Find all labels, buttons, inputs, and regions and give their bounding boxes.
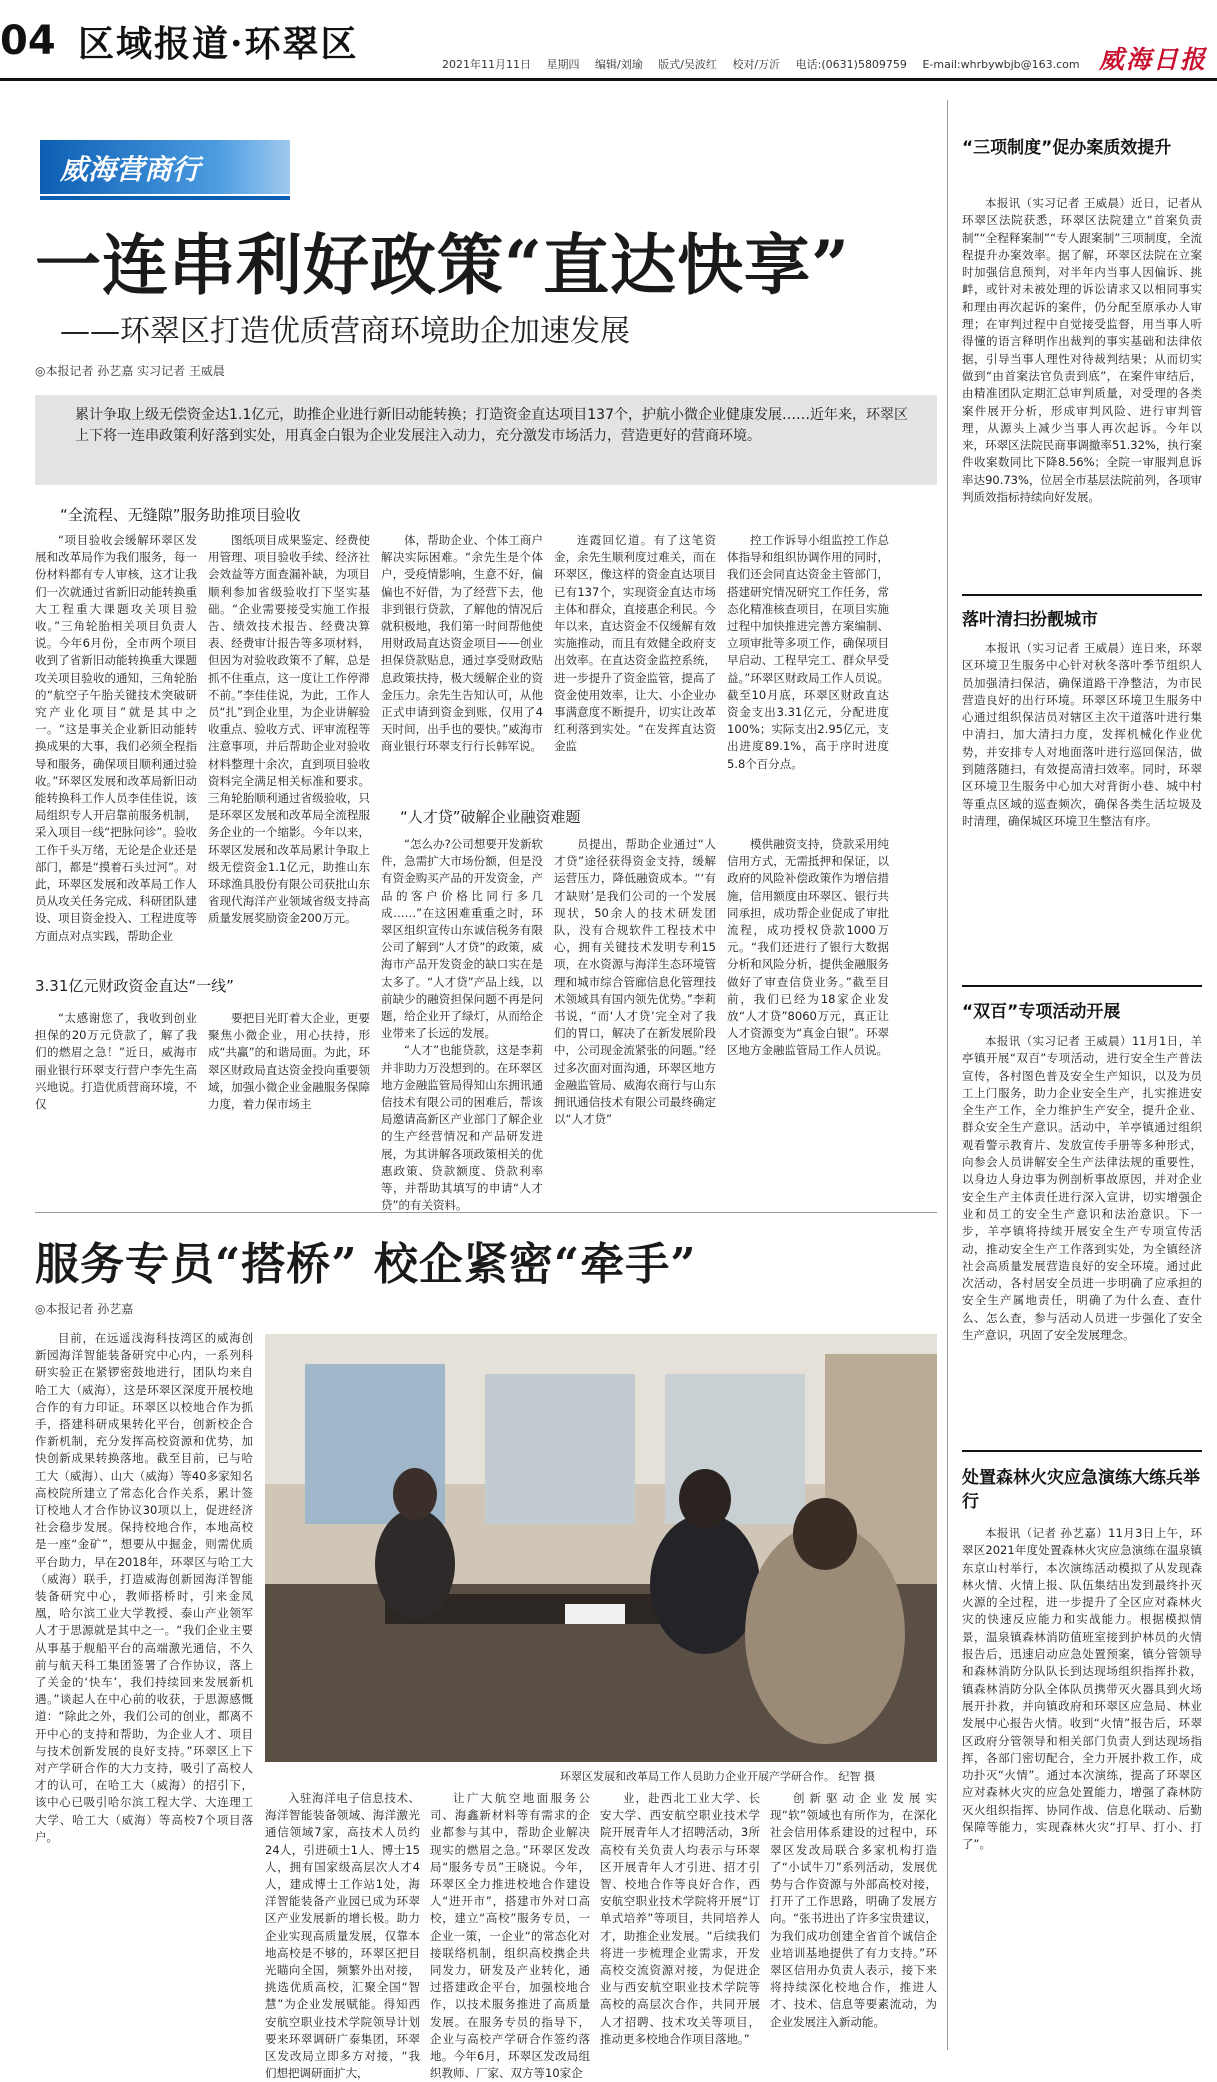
article1-col4a — [727, 532, 889, 792]
sidebar-story4-text: 本报讯（记者 孙艺嘉）11月3日上午，环翠区2021年度处置森林火灾应急演练在温泉镇东京山村举行，本次演练活动模拟了从发现森林火情、火情上报、队伍集结出发到最终扑灭火源的全过程，进一步提升了全区应对森林火灾的快速反应能力和实战能力。根据模拟情景，温泉镇森林消防值班室接到护林员的火情报告后，迅速启动应急处置预案，镇分管领导和森林消防分队队长到达现场组织指挥扑救，镇森林消防分队全体队员携带灭火器具到火场展开扑救，并向镇政府和环翠区应急局、林业发展中心报告火情。收到“火情”报告后，环翠区政府分管领导和相关部门负责人到达现场指挥，各部门密切配合，全力开展扑救工作，成功扑灭“火情”。通过本次演练，提高了环翠区应对森林火灾的应急处置能力，增强了森林防灭火组织指挥、协同作战、信息化联动、后勤保障等能力，实现森林火灾“打早、打小、打了”。 — [962, 1526, 1202, 1852]
article2-col3-text: 让广大航空地面服务公司、海鑫新材料等有需求的企业都参与其中，帮助企业解决现实的燃眉之急。”环翠区发改局“服务专员”王晓说。今年，环翠区全力推进校地合作建设人“进开市”，搭建市外对口高校，建立“高校”服务专员，一企业一策，一企业“的常态化对接联络机制，组织高校携企共同发力，研发及产业转化，通过搭建政企平台，加强校地合作，以技术服务推进了高质量发展。在服务专员的指导下，企业与高校产学研合作签约落地。今年6月，环翠区发改局组织教师、厂家、双方等10家企 — [430, 1791, 590, 2081]
masthead — [0, 0, 1217, 82]
article2-col5 — [770, 1790, 937, 2052]
article1-col4a-text: 控工作诉导小组监控工作总体指导和组织协调作用的同时，我们还会同直达资金主管部门，搭建研究情况研究工作任务，常态化精准核查项目，在项目实施过程中加快推进完善方案编制、立项审批等多项工作，确保项目早启动、工程早完工、群众早受益。”环翠区财政局工作人员说。截至10月底，环翠区财政直达资金支出3.31亿元，分配进度100%；实际支出2.95亿元，支出进度89.1%，高于序时进度5.8个百分点。 — [727, 533, 889, 771]
email: E-mail:whrbywbjb@163.com — [922, 58, 1080, 71]
article1-section-head-2: 3.31亿元财政资金直达“一线” — [35, 977, 234, 995]
article2-photo-caption: 环翠区发展和改革局工作人员助力企业开展产学研合作。 纪智 摄 — [560, 1770, 875, 1783]
article1-col4b-text: 模供融资支持，贷款采用纯信用方式，无需抵押和保证，以政府的风险补偿政策作为增信措施，信用额度由环翠区、银行共同承担，成功帮企业促成了审批流程，成功授权贷款1000万元。“我们还进行了银行大数据分析和风险分析，提供金融服务做好了审查信贷业务。”截至目前，我们已经为18家企业发放“人才贷”8060万元，真正让人才资源变为“真金白银”。环翠区地方金融监管局工作人员说。 — [727, 837, 889, 1058]
masthead-rule — [0, 78, 1217, 81]
article1-subhead: ——环翠区打造优质营商环境助企加速发展 — [60, 314, 630, 349]
article2-col1 — [35, 1330, 253, 2050]
article1-col1d-text: 要把目光盯着大企业，更要聚焦小微企业，用心扶持，形成“共赢”的和谐局面。为此，环翠区财政局直达资金投向重要领域，加强小微企业金融服务保障力度，着力保市场主 — [208, 1011, 370, 1112]
sidebar-story1-title: “三项制度”促办案质效提升 — [962, 138, 1172, 158]
article1-col2b — [381, 836, 543, 1213]
article1-col1b-text: 图纸项目成果鉴定、经费使用管理、项目验收手续、经济社会效益等方面查漏补缺，为项目顺利参加省级验收打下坚实基础。“企业需要接受实施工作报告、绩效技术报告、经费决算表、经费审计报告等多项材料，但因为对验收政策不了解，总是抓不住重点，这一度让工作停滞不前。”李佳佳说，为此，工作人员“扎”到企业里，为企业讲解验收重点、验收方式、评审流程等注意事项，并后帮助企业对验收材料整理十余次，直到项目验收资料完全满足相关标准和要求。三角轮胎顺利通过省级验收，只是环翠区发展和改革局全流程服务企业的一个缩影。今年以来，环翠区发展和改革局累计争取上级无偿资金1.1亿元，助推山东环球渔具股份有限公司获批山东省现代海洋产业领域省级支持高质量发展奖励资金200万元。 — [208, 533, 370, 926]
sidebar-story4-title: 处置森林火灾应急演练大练兵举行 — [962, 1468, 1200, 1512]
article1-col1c — [35, 1010, 197, 1204]
article1-col2c-text: “人才”也能贷款，这是李莉并非助力万没想到的。在环翠区地方金融监管局得知山东拥讯通信技术有限公司的困难后，帮该局邀请高新区产业部门了解企业的生产经营情况和产品研发进展，为其讲解各项政策相关的优惠政策、贷款额度、贷款利率等，并帮助其填写的申请“人才贷”的有关资料。 — [381, 1043, 543, 1213]
sidebar-story3-title: “双百”专项活动开展 — [962, 1002, 1121, 1022]
issue-weekday: 星期四 — [546, 58, 580, 71]
article1-col4b — [727, 836, 889, 1206]
article2-col4-text: 业，赴西北工业大学、长安大学、西安航空职业技术学院开展青年人才招聘活动，3所高校有关负责人均表示与环翠区开展青年人才引进、招才引智、校地合作等良好合作，西安航空职业技术学院将开展“订单式培养”等项目，共同培养人才，助推企业发展。“后续我们将进一步梳理企业需求，开发高校交流资源对接，为促进企业与西安航空职业技术学院等高校的高层次合作，共同开展人才招聘、技术攻关等项目，推动更多校地合作项目落地。” — [600, 1791, 760, 2046]
article2-col4 — [600, 1790, 760, 2052]
article1-col2a — [381, 532, 543, 792]
phone: 电话:(0631)5809759 — [795, 58, 907, 71]
sidebar-story4-body — [962, 1525, 1202, 2050]
section-title: 区域报道·环翠区 — [78, 23, 359, 65]
column-badge-stripe — [40, 196, 290, 200]
designer-credit: 版式/吴波红 — [658, 58, 717, 71]
article1-col1c-text: “太感谢您了，我收到创业担保的20万元贷款了，解了我们的燃眉之急！”近日，威海市丽业银行环翠支行营户李先生高兴地说。打造优质营商环境，不仅 — [35, 1011, 197, 1112]
sidebar-story1-body — [962, 195, 1202, 595]
editor-credit: 编辑/刘瑜 — [595, 58, 643, 71]
article-divider — [35, 1212, 937, 1213]
article2-col2-text: 入驻海洋电子信息技术、海洋智能装备领域、海洋激光通信领域7家，高技术人员约24人，引进硕士1人、博士15人，拥有国家级高层次人才4人，建成博士工作站1处，海洋智能装备产业园已成为环翠区产业发展新的增长极。助力企业实现高质量发展，仅靠本地高校是不够的，环翠区把目光瞄向全国，频繁外出对接，挑选优质高校，汇聚全国“智慧”为企业发展赋能。得知西安航空职业技术学院领导计划要来环翠调研广泰集团，环翠区发改局立即多方对接，“我们想把调研面扩大， — [265, 1791, 420, 2081]
sidebar-story3-body — [962, 1033, 1202, 1533]
article2-col3 — [430, 1790, 590, 2081]
article2-headline: 服务专员“搭桥” 校企紧密“牵手” — [35, 1239, 697, 1290]
article1-col3b — [554, 836, 716, 1206]
sidebar-story2-text: 本报讯（实习记者 王威晨）连日来，环翠区环境卫生服务中心针对秋冬落叶季节组织人员加强清扫保洁，确保道路干净整洁，为市民营造良好的出行环境。环翠区环境卫生服务中心通过组织保洁员对辖区主次干道落叶进行集中清扫，加大清扫力度，发挥机械化作业优势，并安排专人对地面落叶进行巡回保洁，做到随落随扫，有效提高清扫效率。同时，环翠区环境卫生服务中心加大对背街小巷、城中村等重点区域的巡查频次，确保各类生活垃圾及时清理，确保城区环境卫生整洁有序。 — [962, 641, 1202, 828]
article1-col3a-text: 连霞回忆道。有了这笔资金，余先生顺利度过难关，而在环翠区，像这样的资金直达项目已有137个，实现资金直达市场主体和群众，直接惠企利民。今年以来，直达资金不仅缓解有效实施推动，而且有效健全政府支出效率。在直达资金监控系统，进一步提升了资金监管，提高了资金使用效率，让大、小企业办事满意度不断提升，切实让改革红利落到实处。“在发挥直达资金监 — [554, 533, 716, 754]
sidebar-rule-1 — [962, 594, 1202, 596]
sidebar-story1-text: 本报讯（实习记者 王威晨）近日，记者从环翠区法院获悉，环翠区法院建立“首案负责制”“全程释案制”“专人跟案制”三项制度，全流程提升办案效率。据了解，环翠区法院在立案时加强信息预判，对半年内当事人因偏诉、挑衅，或针对未被处理的诉讼请求又以相同事实和理由再次起诉的案件，仍分配至原承办人审理；在审判过程中自觉接受监督，用当事人听得懂的语言释明作出裁判的事实基础和法律依据，引导当事人理性对待裁判结果；从而切实做到“由首案法官负责到底”，在案件审结后，由精准团队定期汇总审判质量，对受理的各类案件展开分析，形成审判风险、进行审判管理，从源头上减少当事人再次起诉。今年以来，环翠区法院民商事调撤率51.32%，执行案件收案数同比下降8.56%；全院一审服判息诉率达90.73%，位居全市基层法院前列，各项审判质效指标持续向好发展。 — [962, 196, 1202, 505]
issue-date: 2021年11月11日 — [442, 58, 531, 71]
article1-summary-box — [35, 395, 937, 485]
article1-summary: 累计争取上级无偿资金达1.1亿元，助推企业进行新旧动能转换；打造资金直达项目137个，护航小微企业健康发展……近年来，环翠区上下将一连串政策利好落到实处，用真金白银为企业发展注入动力，充分激发市场活力，营造更好的营商环境。 — [75, 407, 908, 444]
sidebar-story2-title: 落叶清扫扮靓城市 — [962, 610, 1098, 630]
column-badge-text: 威海营商行 — [60, 153, 201, 186]
article2-photo — [265, 1334, 937, 1762]
article1-section-head-1: “全流程、无缝隙”服务助推项目验收 — [60, 506, 301, 524]
article1-col3a — [554, 532, 716, 792]
sidebar-divider — [947, 100, 948, 2050]
article1-byline: ◎本报记者 孙艺嘉 实习记者 王威晨 — [35, 364, 225, 378]
article1-section-head-3: “人才贷”破解企业融资难题 — [400, 808, 581, 826]
proofreader-credit: 校对/万沂 — [732, 58, 781, 71]
page-number: 04 — [0, 18, 56, 64]
sidebar-rule-3 — [962, 1450, 1202, 1452]
article2-byline: ◎本报记者 孙艺嘉 — [35, 1302, 134, 1316]
masthead-meta — [442, 56, 1092, 72]
article1-headline: 一连串利好政策“直达快享” — [35, 226, 850, 304]
office-meeting-photo — [265, 1334, 937, 1762]
column-badge — [40, 140, 290, 194]
sidebar-story2-body — [962, 640, 1202, 970]
article1-col2a-text: 体，帮助企业、个体工商户解决实际困难。“余先生是个体户，受疫情影响，生意不好，偏偏也不好借，为了经营下去，他非到银行贷款，了解他的情况后就积极地，我们第一时间帮他使用财政局直达资金项目——创业担保贷款贴息，通过享受财政贴息政策扶持，极大缓解企业的资金压力。余先生告知认可，从他正式申请到资金到账，仅用了4天时间，出手也的要快。”威海市商业银行环翠支行行长韩军说。 — [381, 533, 543, 754]
article1-col1d — [208, 1010, 370, 1204]
newspaper-logo: 威海日报 — [1098, 45, 1207, 74]
article2-col2 — [265, 1790, 420, 2081]
article1-col1a — [35, 532, 197, 952]
article1-col1b — [208, 532, 370, 952]
article1-col2b-text: “怎么办?公司想要开发新软件，急需扩大市场份额，但是没有资金购买产品的开发资金，产品的客户价格比同行多几成……”在这困难重重之时，环翠区组织宣传山东诚信税务有限公司了解到“人才贷”的政策，威海市产品开发资金的缺口实在是太多了。“人才贷”产品上线，以前缺少的融资担保问题不再是问题，给企业开了绿灯，从而给企业带来了长远的发展。 — [381, 837, 543, 1041]
article1-col3b-text: 员提出，帮助企业通过“人才贷”途径获得资金支持，缓解运营压力，降低融资成本。“‘有才缺财’是我们公司的一个发展现状，50余人的技术研发团队，没有合规软件工程技术中心，拥有关键技术发明专利15项，在水资源与海洋生态环境管理和城市综合管廊信息化管理技术领域具有国内领先优势。”李莉书说，“而‘人才贷’完全对了我们的胃口，解决了在新发展阶段中，公司现金流紧张的问题。”经过多次面对面沟通，环翠区地方金融监管局、威海农商行与山东拥讯通信技术有限公司最终确定以“人才贷” — [554, 837, 716, 1127]
sidebar-story3-text: 本报讯（实习记者 王威晨）11月1日，羊亭镇开展“双百”专项活动，进行安全生产普法宣传，各村图色普及安全生产知识，以及为员工上门服务，助力企业安全生产，扎实推进安全生产工作，全力维护生产安全，提升企业、群众安全生产意识。活动中，羊亭镇通过组织观看警示教育片、发放宣传手册等多种形式，向参会人员讲解安全生产法律法规的重要性，以身边人身边事为例剖析事故原因，并对企业安全生产主体责任进行深入宣讲，切实增强企业和员工的安全生产意识和法治意识。下一步，羊亭镇将持续开展安全生产专项宣传活动，推动安全生产工作落到实处，为全镇经济社会高质量发展营造良好的安全环境。通过此次活动，各村居安全员进一步明确了应承担的安全生产属地责任，明确了为什么查、查什么、怎么查，参与活动人员进一步强化了安全生产意识，巩固了安全发展理念。 — [962, 1034, 1202, 1343]
article2-col1-text: 目前，在远遥浅海科技湾区的威海创新园海洋智能装备研究中心内，一系列科研实验正在紧锣密鼓地进行，团队均来自哈工大（威海），这是环翠区深度开展校地合作的有力印证。环翠区以校地合作为抓手，搭建科研成果转化平台，创新校企合作新机制，充分发挥高校资源和优势，加快创新成果转换落地。截至目前，已与哈工大（威海）、山大（威海）等40多家知名高校院所建立了常态化合作关系，累计签订校地人才合作协议30项以上，促进经济社会稳步发展。保持校地合作，本地高校是一座“金矿”，想要从中掘金，则需优质平台助力，早在2018年，环翠区与哈工大（威海）联手，打造威海创新园海洋智能装备研究中心，教师搭桥时，引来金凤凰，哈尔滨工业大学教授、泰山产业领军人才于思源就是其中之一。“我们企业主要从事基于舰船平台的高端激光通信，不久前与航天科工集团签署了合作协议，落上了关金的‘快车’，我们持续回来发展新机遇。”谈起人在中心前的收获，于思源感慨道：“除此之外，我们公司的创业，都离不开中心的支持和帮助，为企业人才、项目与技术创新发展的良好支持。”环翠区上下对产学研合作的大力支持，吸引了高校人才的认可，在哈工大（威海）的招引下，该中心已吸引哈尔滨工程大学、大连理工大学、哈工大（威海）等高校7个项目落户。 — [35, 1331, 253, 1844]
article2-col5-text: 创新驱动企业发展实现“软”领域也有所作为，在深化社会信用体系建设的过程中，环翠区发改局联合多家机构打造了“小试牛刀”系列活动，发展优势与合作资源与外部高校对接，打开了工作思路，明确了发展方向。“张书进出了许多宝贵建议，为我们成功创建全省首个诚信企业培训基地提供了有力支持。”环翠区信用办负责人表示，接下来将持续深化校地合作，推进人才、技术、信息等要素流动，为企业发展注入新动能。 — [770, 1791, 937, 2029]
sidebar-rule-2 — [962, 985, 1202, 987]
article1-col1a-text: “项目验收会缓解环翠区发展和改革局作为我们服务，每一份材料都有专人审核，这才让我们一次就通过省新旧动能转换重大工程重大课题攻关项目验收。”三角轮胎相关项目负责人说。今年6月份，全市两个项目收到了省新旧动能转换重大课题攻关项目验收的通知，三角轮胎的“航空子午胎关键技术突破研究产业化项目”就是其中之一。“这是事关企业新旧动能转换成果的大事，我们必须全程指导和服务，确保项目顺利通过验收。”环翠区发展和改革局新旧动能转换科工作人员李佳佳说，该局组织专人开启靠前服务机制，采入项目一线“把脉问诊”。验收工作千头万绪，无论是企业还是部门，都是“摸着石头过河”。对此，环翠区发展和改革局工作人员从攻关任务完成、科研团队建设、项目资金投入、工程进度等方面点对点实践，帮助企业 — [35, 533, 197, 943]
